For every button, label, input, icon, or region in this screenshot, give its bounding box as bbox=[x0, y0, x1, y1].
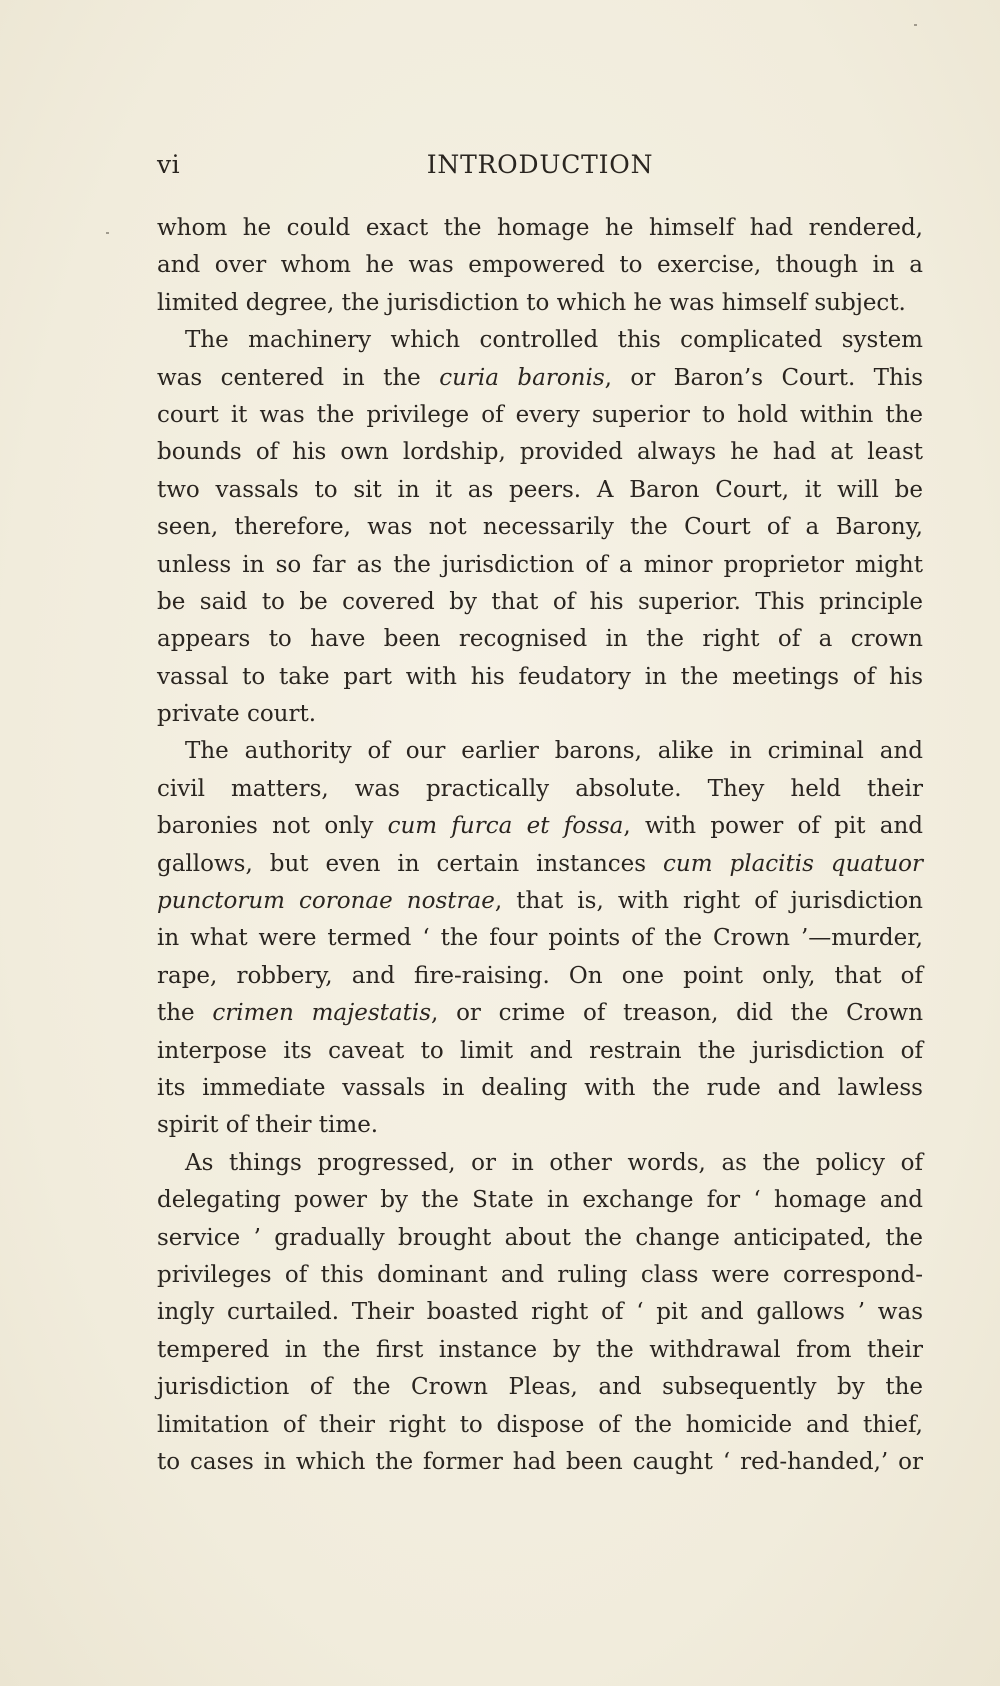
text-run: The authority of our earlier barons, alike in criminal and bbox=[185, 738, 923, 765]
text-line bbox=[157, 397, 923, 434]
text-run: unless in so far as the jurisdiction of a minor proprietor might bbox=[157, 551, 923, 578]
text-line bbox=[157, 210, 923, 247]
paragraph bbox=[157, 322, 923, 733]
text-run: interpose its caveat to limit and restrain the jurisdiction of bbox=[157, 1037, 923, 1064]
text-line bbox=[157, 1107, 923, 1144]
text-line bbox=[157, 883, 923, 920]
text-line bbox=[157, 247, 923, 284]
text-line bbox=[157, 1070, 923, 1107]
text-run: the bbox=[157, 1000, 213, 1027]
italic-phrase: cum furca et fossa bbox=[387, 813, 624, 840]
text-run: its immediate vassals in dealing with the rude and lawless bbox=[157, 1074, 923, 1101]
text-run: delegating power by the State in exchange for ‘ homage and bbox=[157, 1187, 923, 1214]
text-run: to cases in which the former had been caught ‘ red-handed,’ or bbox=[157, 1448, 923, 1475]
text-run: appears to have been recognised in the right of a crown bbox=[157, 626, 923, 653]
text-run: jurisdiction of the Crown Pleas, and subsequently by the bbox=[157, 1374, 923, 1401]
text-line bbox=[157, 434, 923, 471]
text-line bbox=[157, 360, 923, 397]
text-line bbox=[157, 1182, 923, 1219]
text-line bbox=[157, 1332, 923, 1369]
text-line bbox=[157, 1220, 923, 1257]
text-run: rape, robbery, and fire-raising. On one point only, that of bbox=[157, 962, 923, 989]
text-run: gallows, but even in certain instances bbox=[157, 850, 664, 877]
text-line bbox=[157, 771, 923, 808]
text-run: vassal to take part with his feudatory in the meetings of his bbox=[157, 663, 923, 690]
italic-phrase: cum placitis quatuor bbox=[663, 850, 923, 877]
body-text bbox=[157, 210, 923, 1481]
text-line bbox=[157, 322, 923, 359]
text-run: tempered in the first instance by the withdrawal from their bbox=[157, 1336, 923, 1363]
text-run: As things progressed, or in other words, as the policy of bbox=[185, 1149, 923, 1176]
page-number: vi bbox=[157, 150, 181, 179]
text-line bbox=[157, 733, 923, 770]
text-run: , that is, with right of jurisdiction bbox=[494, 888, 923, 915]
text-run: baronies not only bbox=[157, 813, 388, 840]
text-run: limitation of their right to dispose of the homicide and thief, bbox=[157, 1411, 923, 1438]
text-run: two vassals to sit in it as peers. A Baron Court, it will be bbox=[157, 476, 923, 503]
text-run: and over whom he was empowered to exercise, though in a bbox=[157, 252, 923, 279]
text-run: , or Baron’s Court. This bbox=[604, 364, 923, 391]
italic-phrase: punctorum coronae nostrae bbox=[157, 888, 495, 915]
italic-phrase: crimen majestatis bbox=[212, 1000, 432, 1027]
paragraph bbox=[157, 733, 923, 1144]
text-line bbox=[157, 1294, 923, 1331]
text-run: limited degree, the jurisdiction to which he was himself subject. bbox=[157, 289, 906, 316]
text-line bbox=[157, 995, 923, 1032]
paper-speck bbox=[914, 24, 917, 26]
italic-phrase: curia baronis bbox=[439, 364, 605, 391]
text-run: , with power of pit and bbox=[623, 813, 923, 840]
text-line bbox=[157, 920, 923, 957]
text-line bbox=[157, 696, 923, 733]
text-line bbox=[157, 846, 923, 883]
text-run: bounds of his own lordship, provided always he had at least bbox=[157, 439, 923, 466]
text-run: seen, therefore, was not necessarily the Court of a Barony, bbox=[157, 514, 923, 541]
text-run: The machinery which controlled this complicated system bbox=[185, 327, 923, 354]
text-line bbox=[157, 547, 923, 584]
text-line bbox=[157, 659, 923, 696]
text-run: whom he could exact the homage he himself had rendered, bbox=[157, 215, 923, 241]
text-line bbox=[157, 1444, 923, 1481]
running-title: INTRODUCTION bbox=[426, 150, 654, 179]
paragraph bbox=[157, 210, 923, 322]
text-line bbox=[157, 808, 923, 845]
text-run: , or crime of treason, did the Crown bbox=[431, 1000, 924, 1027]
text-run: court it was the privilege of every superior to hold within the bbox=[157, 401, 923, 428]
text-line bbox=[157, 285, 923, 322]
running-head bbox=[157, 150, 923, 190]
text-run: spirit of their time. bbox=[157, 1112, 379, 1139]
text-line bbox=[157, 509, 923, 546]
text-run: privileges of this dominant and ruling class were correspond- bbox=[157, 1261, 923, 1288]
text-run: was centered in the bbox=[157, 364, 440, 391]
text-line bbox=[157, 958, 923, 995]
text-run: in what were termed ‘ the four points of the Crown ’—murder, bbox=[157, 925, 923, 952]
text-line bbox=[157, 1407, 923, 1444]
text-run: service ’ gradually brought about the change anticipated, the bbox=[157, 1224, 923, 1251]
text-line bbox=[157, 621, 923, 658]
text-line bbox=[157, 1257, 923, 1294]
text-line bbox=[157, 1369, 923, 1406]
text-line bbox=[157, 584, 923, 621]
text-run: private court. bbox=[157, 701, 317, 728]
text-line bbox=[157, 1145, 923, 1182]
text-run: ingly curtailed. Their boasted right of ‘ pit and gallows ’ was bbox=[157, 1299, 923, 1326]
text-run: be said to be covered by that of his superior. This principle bbox=[157, 588, 923, 615]
text-line bbox=[157, 1033, 923, 1070]
text-line bbox=[157, 472, 923, 509]
text-run: civil matters, was practically absolute. They held their bbox=[157, 775, 923, 802]
paper-speck bbox=[106, 232, 109, 234]
paragraph bbox=[157, 1145, 923, 1482]
